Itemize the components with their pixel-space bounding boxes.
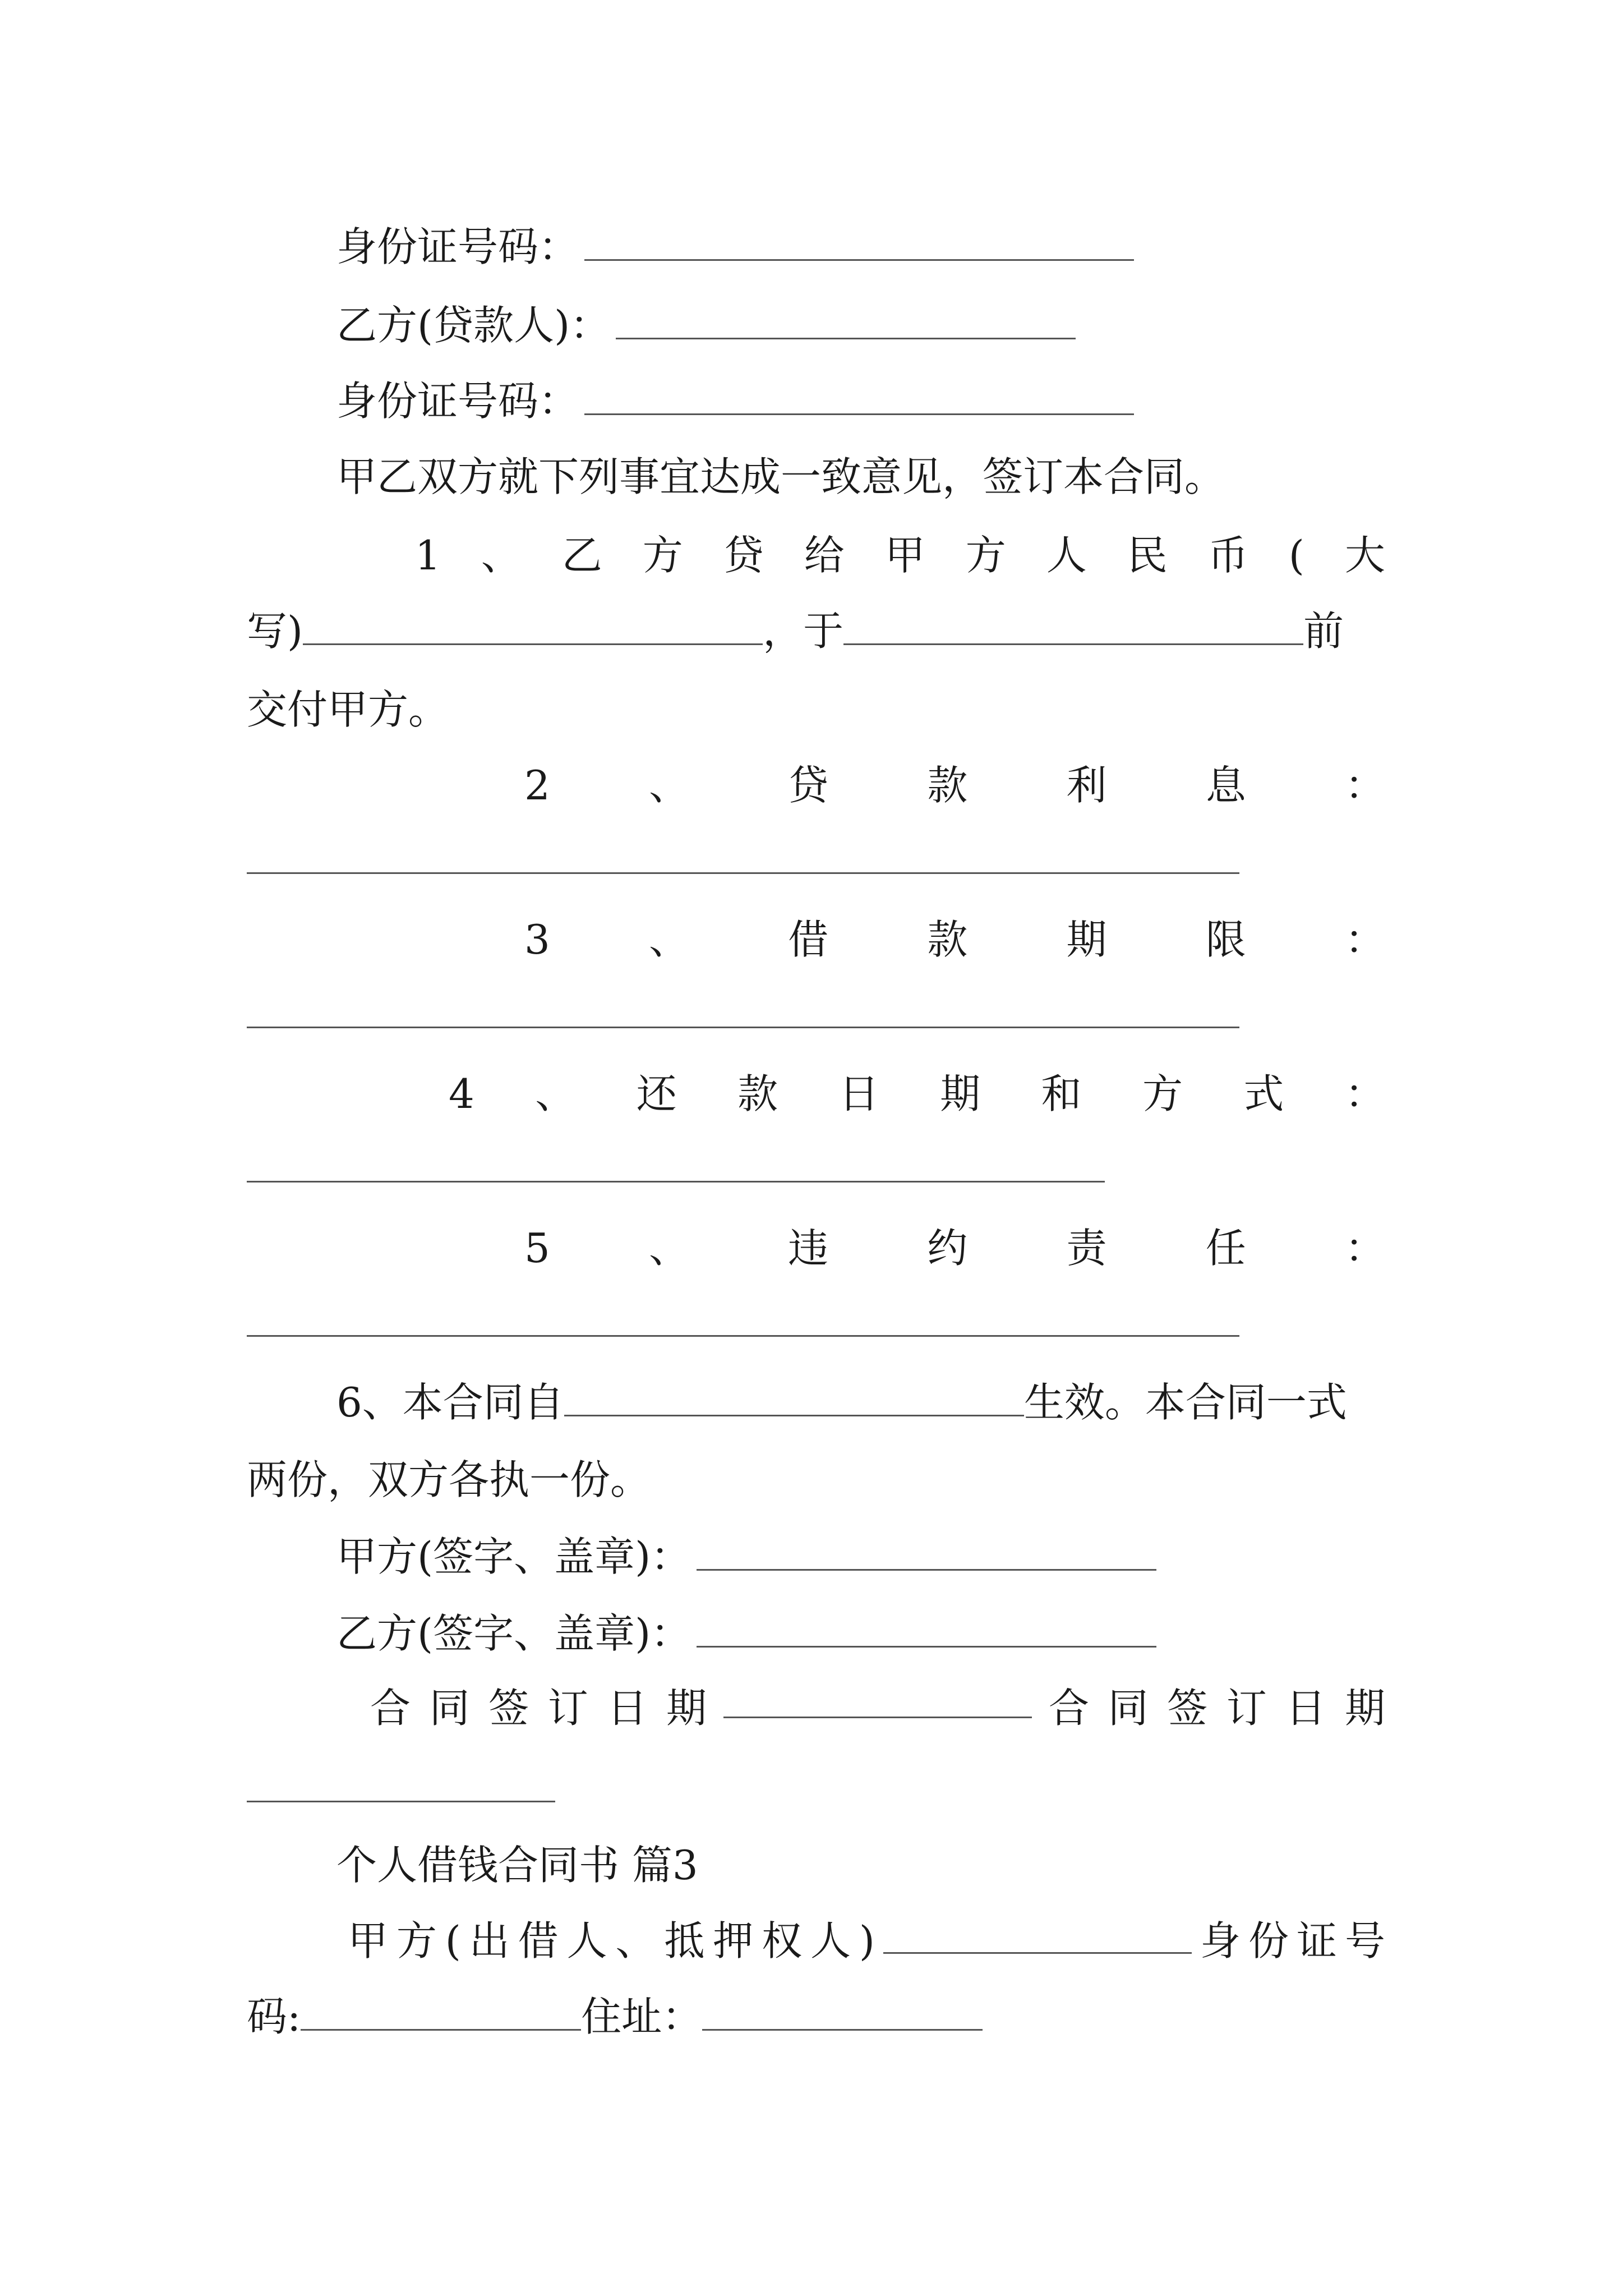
sign-date-char: 签 (1167, 1685, 1208, 1732)
item-1-char: 大 (1344, 532, 1385, 579)
agreement-text: 甲乙双方就下列事宜达成一致意见，签订本合同。 (336, 453, 1225, 500)
item-5-line (524, 1220, 1385, 1276)
sign-date-blank-1 (723, 1717, 1032, 1718)
lender-id-blank (301, 1995, 581, 2031)
lender-char: 出 (469, 1917, 510, 1964)
item-5-char: 违 (788, 1225, 829, 1272)
lender-char: 人 (566, 1917, 607, 1964)
item-2-char: 2 (524, 762, 550, 809)
item-4-char: 和 (1041, 1070, 1082, 1117)
item-1-cont-c: 前 (1303, 608, 1344, 655)
party-a-sign-blank (697, 1535, 1156, 1571)
item-4-char: 日 (838, 1070, 879, 1117)
item-6-line (336, 1374, 1347, 1430)
amount-blank (303, 610, 763, 645)
item-6-a: 6、本合同自 (336, 1379, 564, 1426)
id-number-blank (584, 226, 1134, 261)
address-blank (702, 1995, 983, 2031)
party-a-sign-label: 甲方(签字、盖章)： (336, 1533, 691, 1580)
item-2-char: 款 (927, 762, 968, 809)
agreement-line (336, 449, 1225, 505)
item-1-char: 民 (1127, 532, 1168, 579)
sign-date-char: 日 (607, 1685, 648, 1732)
sign-date-char: 合 (1049, 1685, 1090, 1732)
sign-date-char: 同 (429, 1685, 470, 1732)
item-2-blank (247, 872, 1239, 874)
lender-char: 权 (762, 1917, 803, 1964)
section-title (336, 1837, 698, 1893)
item-2-line (524, 757, 1385, 813)
item-1-char: 乙 (561, 532, 602, 579)
address-label: 住址： (581, 1993, 703, 2040)
item-4-char: 4 (449, 1070, 474, 1117)
item-1-char: 、 (481, 532, 522, 579)
item-5-char: ： (1344, 1225, 1385, 1272)
party-b-sign-label: 乙方(签字、盖章)： (336, 1610, 691, 1657)
item-5-char: 约 (927, 1225, 968, 1272)
item-6-end-line (247, 1452, 651, 1508)
lender-id-cont-line (247, 1989, 983, 2045)
party-b-line (336, 297, 1076, 353)
section-title-text: 个人借钱合同书 篇3 (336, 1842, 698, 1889)
item-3-char: 款 (927, 916, 968, 963)
id-number-line-1 (336, 219, 1134, 275)
item-6-end-text: 两份，双方各执一份。 (247, 1456, 651, 1503)
sign-date-char: 订 (547, 1685, 588, 1732)
sign-date-char: 同 (1108, 1685, 1149, 1732)
item-1-cont-line (247, 603, 1344, 659)
party-a-sign-line (336, 1529, 1156, 1585)
item-2-char: 贷 (788, 762, 829, 809)
item-1-cont-a: 写) (247, 608, 303, 655)
item-3-blank (247, 1027, 1239, 1028)
party-b-blank (616, 304, 1076, 339)
item-5-char: 责 (1066, 1225, 1107, 1272)
item-1-char: 方 (965, 532, 1006, 579)
item-3-char: 、 (648, 916, 689, 963)
party-b-sign-blank (697, 1612, 1156, 1648)
item-3-char: 限 (1205, 916, 1246, 963)
item-4-char: 、 (535, 1070, 576, 1117)
item-5-blank (247, 1335, 1239, 1337)
item-1-char: 贷 (723, 532, 764, 579)
item-5-char: 5 (524, 1225, 550, 1272)
item-2-char: 、 (648, 762, 689, 809)
lender-id-char: 证 (1296, 1917, 1337, 1964)
item-3-char: 借 (788, 916, 829, 963)
item-3-char: 期 (1066, 916, 1107, 963)
date-blank (843, 610, 1303, 645)
party-b-sign-line (336, 1605, 1156, 1662)
lender-char: 甲 (348, 1917, 389, 1964)
item-1-char: 1 (415, 532, 441, 579)
lender-char: 借 (518, 1917, 559, 1964)
lender-id-char: 身 (1200, 1917, 1241, 1964)
item-1-char: 甲 (884, 532, 925, 579)
item-4-char: 式 (1243, 1070, 1284, 1117)
item-4-char: ： (1344, 1070, 1385, 1117)
item-1-end-line (247, 682, 449, 738)
sign-date-char: 订 (1226, 1685, 1267, 1732)
item-1-end-text: 交付甲方。 (247, 686, 449, 733)
item-5-char: 、 (648, 1225, 689, 1272)
item-2-char: 利 (1066, 762, 1107, 809)
item-1-char: 方 (642, 532, 683, 579)
id-number-label: 身份证号码： (336, 378, 579, 425)
item-4-char: 期 (940, 1070, 981, 1117)
sign-date-part-2 (1049, 1680, 1385, 1736)
sign-date-char: 日 (1285, 1685, 1326, 1732)
sign-date-char: 签 (488, 1685, 529, 1732)
item-4-char: 方 (1142, 1070, 1183, 1117)
item-4-char: 还 (636, 1070, 677, 1117)
item-6-b: 生效。本合同一式 (1023, 1379, 1347, 1426)
item-4-line (449, 1066, 1385, 1122)
lender-id-cont: 码: (247, 1993, 301, 2040)
lender-name-blank (883, 1952, 1192, 1954)
lender-char: 人 (810, 1917, 851, 1964)
item-4-char: 款 (737, 1070, 778, 1117)
item-2-char: ： (1344, 762, 1385, 809)
party-b-label: 乙方(贷款人)： (336, 302, 611, 349)
item-1-char: ( (1288, 532, 1304, 579)
sign-date-blank-2 (247, 1801, 555, 1802)
lender-char: ( (445, 1917, 461, 1964)
item-1-char: 人 (1046, 532, 1087, 579)
item-4-blank (247, 1181, 1105, 1182)
sign-date-char: 期 (666, 1685, 707, 1732)
lender-char: ) (859, 1917, 875, 1964)
id-number-line-2 (336, 373, 1134, 429)
item-3-char: 3 (524, 916, 550, 963)
id-number-blank (584, 380, 1134, 415)
lender-line (348, 1913, 875, 1969)
item-5-char: 任 (1205, 1225, 1246, 1272)
id-number-label: 身份证号码： (336, 223, 579, 270)
lender-char: 押 (713, 1917, 754, 1964)
item-1-char: 币 (1207, 532, 1248, 579)
item-3-char: ： (1344, 916, 1385, 963)
lender-id-label (1200, 1913, 1385, 1969)
item-1-char: 给 (804, 532, 845, 579)
lender-id-char: 号 (1344, 1917, 1385, 1964)
lender-char: 抵 (664, 1917, 705, 1964)
item-3-line (524, 912, 1385, 968)
lender-char: 方 (396, 1917, 437, 1964)
lender-char: 、 (615, 1917, 656, 1964)
lender-id-char: 份 (1248, 1917, 1289, 1964)
item-1-cont-b: ，于 (763, 608, 844, 655)
sign-date-char: 合 (370, 1685, 411, 1732)
item-1-line (415, 527, 1385, 583)
sign-date-char: 期 (1344, 1685, 1385, 1732)
item-2-char: 息 (1205, 762, 1246, 809)
sign-date-part-1 (370, 1680, 707, 1736)
effective-date-blank (564, 1381, 1024, 1416)
